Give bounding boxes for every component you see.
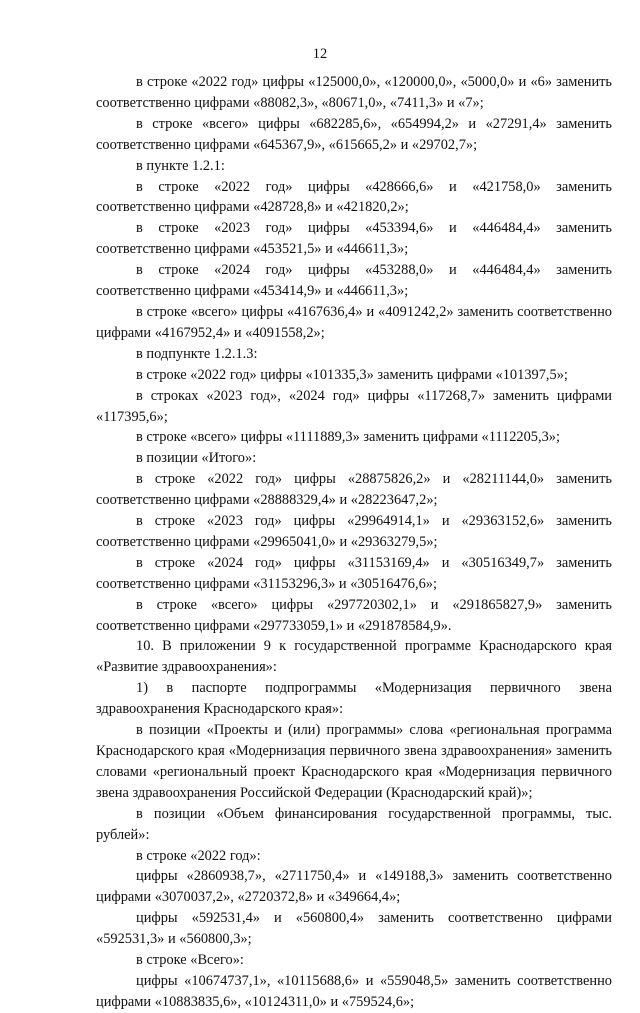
paragraph: в строках «2023 год», «2024 год» цифры «117268,7» заменить цифрами «117395,6»; (96, 387, 612, 425)
paragraph: в строке «2022 год» цифры «428666,6» и «421758,0» заменить соответственно цифрами «428728,8» и «421820,2»; (96, 178, 612, 216)
paragraph: в строке «2022 год»: (136, 847, 261, 864)
paragraph: в строке «всего» цифры «297720302,1» и «291865827,9» заменить соответственно цифрами «297733059,1» и «291878584,9». (96, 596, 612, 634)
paragraph: цифры «2860938,7», «2711750,4» и «149188,3» заменить соответственно цифрами «3070037,2», «2720372,8» и «349664,4»; (96, 868, 612, 906)
paragraph: 1) в паспорте подпрограммы «Модернизация первичного звена здравоохранения Краснодарского края»: (96, 680, 612, 718)
paragraph: в позиции «Объем финансирования государственной программы, тыс. рублей»: (96, 805, 612, 843)
paragraph: в строке «2024 год» цифры «31153169,4» и «30516349,7» заменить соответственно цифрами «31153296,3» и «30516476,6»; (96, 554, 612, 592)
page-number: 12 (312, 46, 328, 62)
paragraph: в строке «всего» цифры «1111889,3» заменить цифрами «1112205,3»; (136, 429, 560, 446)
paragraph: в строке «всего» цифры «682285,6», «654994,2» и «27291,4» заменить соответственно цифрами «645367,9», «615665,2» и «29702,7»; (96, 115, 612, 153)
paragraph: цифры «10674737,1», «10115688,6» и «559048,5» заменить соответственно цифрами «10883835,6», «10124311,0» и «759524,6»; (96, 972, 612, 1010)
paragraph: цифры «592531,4» и «560800,4» заменить соответственно цифрами «592531,3» и «560800,3»; (96, 910, 612, 948)
paragraph: в пункте 1.2.1: (136, 157, 225, 174)
paragraph: в строке «2024 год» цифры «453288,0» и «446484,4» заменить соответственно цифрами «453414,9» и «446611,3»; (96, 262, 612, 300)
paragraph: 10. В приложении 9 к государственной программе Краснодарского края «Развитие здравоохранения»: (96, 638, 612, 676)
paragraph: в строке «2022 год» цифры «101335,3» заменить цифрами «101397,5»; (136, 366, 568, 383)
paragraph: в позиции «Проекты и (или) программы» слова «региональная программа Краснодарского края «Модернизация первичного звена здравоохранения» заменить словами «региональный проект Краснодарского края «Модернизация первичного звена здравоохранения Российской Федерации (Краснодарский край)»; (96, 722, 612, 801)
paragraph: в позиции «Итого»: (136, 450, 257, 467)
paragraph: в строке «2023 год» цифры «29964914,1» и «29363152,6» заменить соответственно цифрами «29965041,0» и «29363279,5»; (96, 513, 612, 550)
paragraph: в строке «всего» цифры «4167636,4» и «4091242,2» заменить соответственно цифрами «4167952,4» и «4091558,2»; (96, 303, 612, 341)
paragraph: в строке «Всего»: (136, 952, 244, 969)
paragraph: в строке «2022 год» цифры «28875826,2» и «28211144,0» заменить соответственно цифрами «28888329,4» и «28223647,2»; (96, 471, 612, 509)
document-body (96, 72, 612, 1013)
paragraph: в подпункте 1.2.1.3: (136, 345, 258, 362)
paragraph: в строке «2023 год» цифры «453394,6» и «446484,4» заменить соответственно цифрами «453521,5» и «446611,3»; (96, 220, 612, 258)
paragraph: в строке «2022 год» цифры «125000,0», «120000,0», «5000,0» и «6» заменить соответственно цифрами «88082,3», «80671,0», «7411,3» и «7»; (96, 74, 612, 111)
